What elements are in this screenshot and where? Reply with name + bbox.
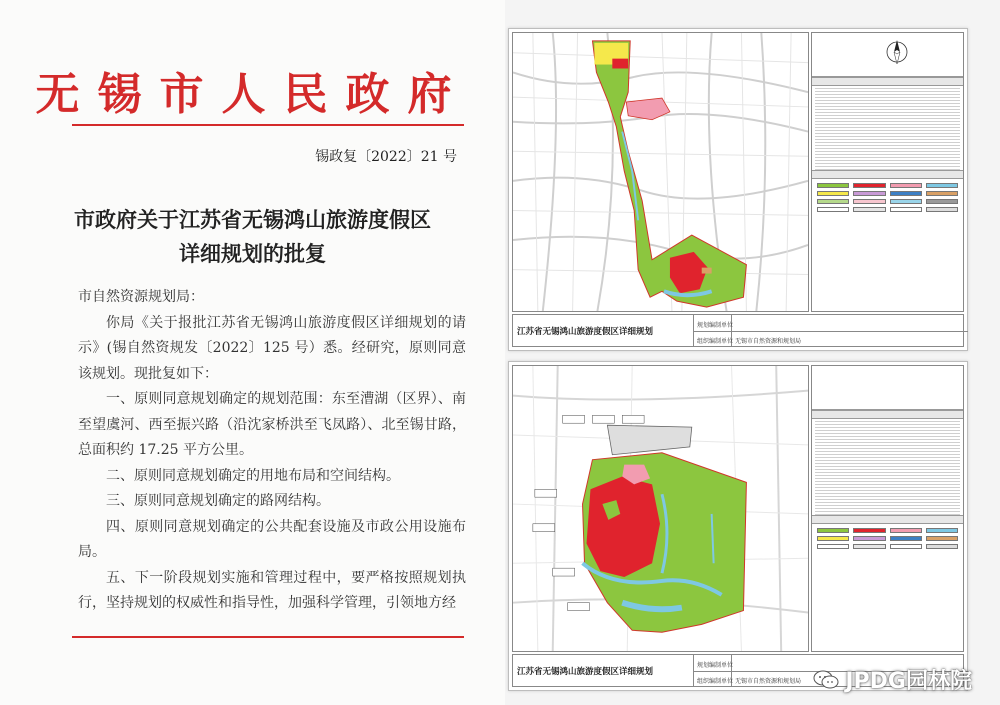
watermark-text: JPDG园林院: [845, 669, 972, 694]
indicator-table: [812, 419, 963, 515]
body-paragraph: 三、原则同意规划确定的路网结构。: [106, 493, 330, 509]
unit-label: 组织编制单位: [697, 338, 734, 345]
addressee: 市自然资源规划局：: [78, 289, 204, 305]
unit-label: 规划编制单位: [697, 322, 734, 329]
organizer-name: 无锡市自然资源和规划局: [735, 338, 802, 345]
panel-header: [812, 366, 963, 410]
detail-map-graphic: [513, 366, 808, 651]
panel-section-bar: [812, 515, 963, 524]
body-paragraph: 二、原则同意规划确定的用地布局和空间结构。: [106, 467, 400, 484]
unit-label: 组织编制单位: [697, 678, 734, 685]
panel-section-bar: [812, 77, 963, 86]
land-use-map-graphic: [513, 33, 808, 311]
compass-icon: [882, 37, 912, 67]
plan-title: 江苏省无锡鸿山旅游度假区详细规划: [517, 327, 654, 337]
panel-section-bar: [812, 410, 963, 419]
plan-title: 江苏省无锡鸿山旅游度假区详细规划: [517, 667, 654, 677]
footer-rule: [72, 636, 464, 638]
legend-swatches: [812, 524, 963, 553]
plan-sheet-detail: [508, 361, 968, 691]
plan-sheet-overall: [508, 28, 968, 351]
body-paragraph: 四、原则同意规划确定的公共配套设施及市政公用设施布局。: [78, 518, 466, 560]
document-number: 锡政复〔2022〕21 号: [315, 149, 457, 165]
panel-header: [812, 33, 963, 77]
body-paragraph: 一、原则同意规划确定的规划范围：东至漕湖（区界）、南至望虞河、西至振兴路（沿沈家桥洪至飞凤路）、北至锡甘路，总面积约 17.25 平方公里。: [78, 391, 466, 458]
panel-table: [812, 86, 963, 170]
title-line: 详细规划的批复: [179, 241, 326, 266]
watermark: [813, 664, 972, 695]
wechat-icon: [813, 670, 839, 690]
header-rule: [72, 124, 464, 126]
title-block: [512, 314, 964, 347]
legend-panel: [811, 32, 964, 312]
unit-label: 规划编制单位: [697, 662, 734, 669]
body-paragraph: 你局《关于报批江苏省无锡鸿山旅游度假区详细规划的请示》(锡自然资规发〔2022〕125 号）悉。经研究，原则同意该规划。现批复如下：: [78, 314, 466, 382]
legend-swatches: [812, 179, 963, 216]
body-paragraph: 五、下一阶段规划实施和管理过程中，要严格按照规划执行，坚持规划的权威性和指导性，加强科学管理，引领地方经: [78, 569, 466, 611]
document-body: [78, 285, 466, 617]
control-indicators-panel: [811, 365, 964, 652]
title-line: 市政府关于江苏省无锡鸿山旅游度假区: [74, 207, 431, 232]
land-use-map: [512, 32, 809, 312]
document-title: [0, 203, 505, 271]
detail-map: [512, 365, 809, 652]
government-header: 无锡市人民政府: [35, 69, 470, 120]
panel-section-bar: [812, 170, 963, 179]
organizer-name: 无锡市自然资源和规划局: [735, 678, 802, 685]
